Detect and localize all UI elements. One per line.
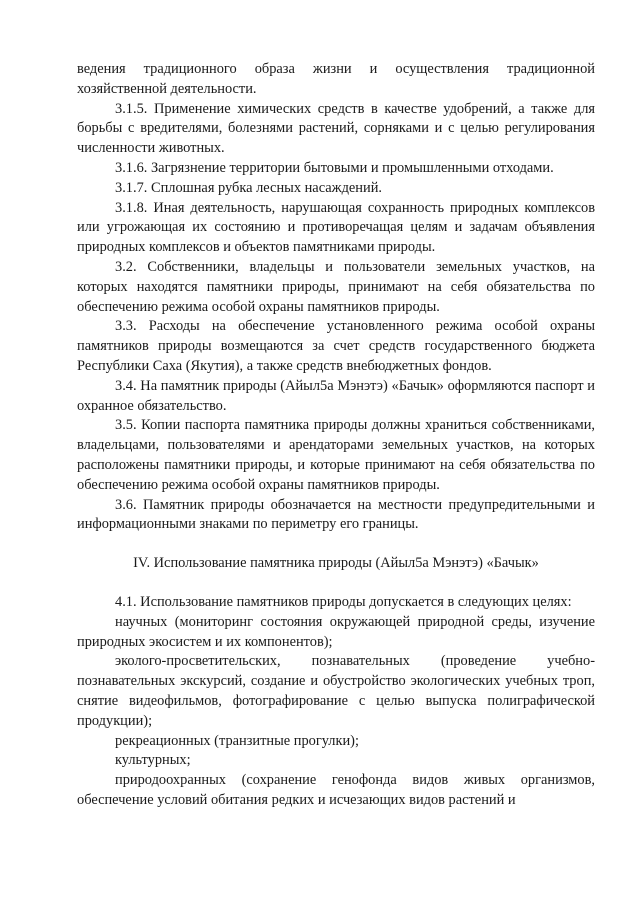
- paragraph-3-1-5: 3.1.5. Применение химических средств в качестве удобрений, а также для борьбы с вредителями, болезнями растений, сорняками и с целью регулирования численности животных.: [77, 100, 595, 157]
- paragraph-3-4: 3.4. На памятник природы (Айыл5а Мэнэтэ) «Бачык» оформляются паспорт и охранное обязательство.: [77, 377, 595, 414]
- paragraph-4-1: 4.1. Использование памятников природы допускается в следующих целях:: [115, 593, 572, 610]
- paragraph-3-1-8: 3.1.8. Иная деятельность, нарушающая сохранность природных комплексов или угрожающая их состоянию и противоречащая целям и задачам объявления природных комплексов и объектов памятниками природы.: [77, 199, 595, 256]
- section-heading-iv: IV. Использование памятника природы (Айыл5а Мэнэтэ) «Бачык»: [133, 555, 539, 572]
- list-item-scientific: научных (мониторинг состояния окружающей природной среды, изучение природных экосистем и их компонентов);: [77, 613, 595, 650]
- list-item-cultural: культурных;: [115, 752, 191, 769]
- document-body: [77, 60, 595, 811]
- paragraph-3-1-7: 3.1.7. Сплошная рубка лесных насаждений.: [115, 179, 382, 196]
- paragraph-3-3: 3.3. Расходы на обеспечение установленного режима особой охраны памятников природы возмещаются за счет средств государственного бюджета Республики Саха (Якутия), а также средств внебюджетных фондов.: [77, 318, 595, 374]
- list-item-recreational: рекреационных (транзитные прогулки);: [115, 732, 359, 749]
- list-item-conservation: природоохранных (сохранение генофонда видов живых организмов, обеспечение условий обитания редких и исчезающих видов растений и: [77, 772, 595, 808]
- paragraph-continuation: ведения традиционного образа жизни и осуществления традиционной хозяйственной деятельности.: [77, 61, 595, 97]
- paragraph-3-5: 3.5. Копии паспорта памятника природы должны храниться собственниками, владельцами, пользователями и арендаторами земельных участков, на которых расположены памятники природы, и которые принимают на себя обязательства по обеспечению режима особой охраны памятников природы.: [77, 417, 595, 493]
- list-item-educational: эколого-просветительских, познавательных (проведение учебно-познавательных экскурсий, создание и обустройство экологических учебных троп, снятие видеофильмов, фотографирование с целью выпуска полиграфической продукции);: [77, 653, 595, 729]
- paragraph-3-6: 3.6. Памятник природы обозначается на местности предупредительными и информационными знаками по периметру его границы.: [77, 496, 595, 533]
- paragraph-3-2: 3.2. Собственники, владельцы и пользователи земельных участков, на которых находятся памятники природы, принимают на себя обязательства по обеспечению режима особой охраны памятников природы.: [77, 258, 595, 315]
- paragraph-3-1-6: 3.1.6. Загрязнение территории бытовыми и промышленными отходами.: [115, 159, 554, 176]
